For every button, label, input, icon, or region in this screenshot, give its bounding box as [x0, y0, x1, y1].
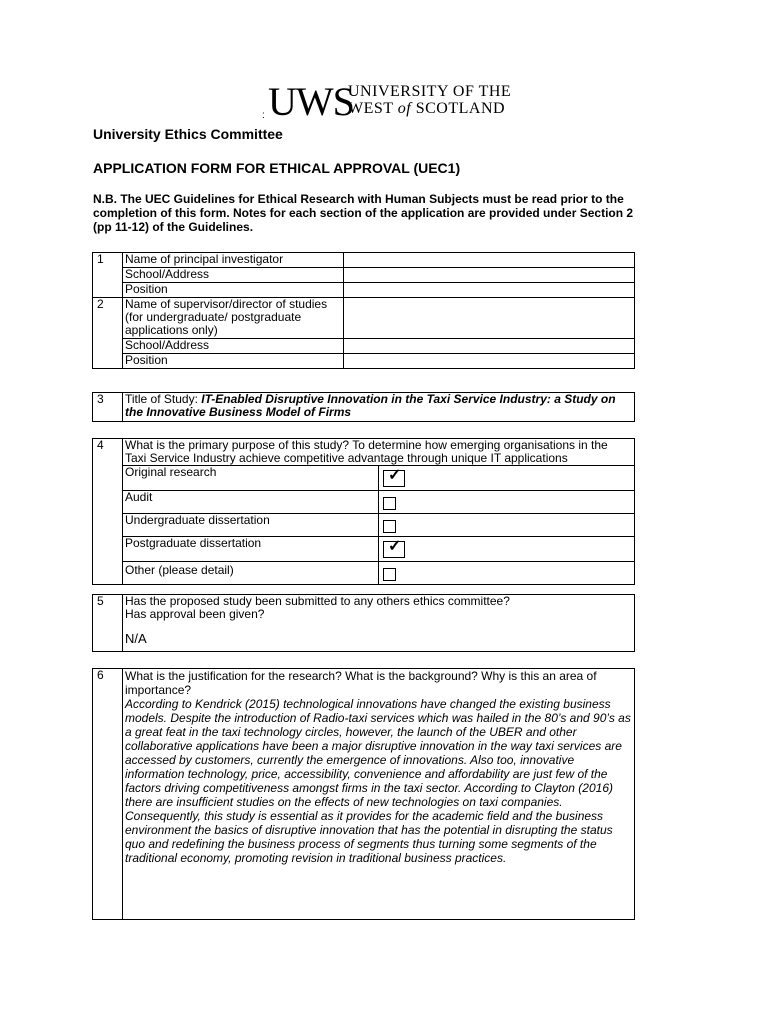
- table-row: [93, 514, 635, 537]
- logo-letters: UWS: [268, 79, 354, 124]
- table-row: [93, 253, 635, 268]
- original-research-checkbox[interactable]: ✓: [383, 470, 405, 487]
- table-row: [93, 339, 635, 354]
- justification-paragraph: Consequently, this study is essential as it provides for the academic field and the business environment the basics of disruptive innovation that has the potential in disrupting the status quo and redefining the business process of segments thus turning some segments of the traditional economy, promoting revision in traditional business practices.: [125, 809, 613, 865]
- table-row: [93, 354, 635, 369]
- answer-text: N/A: [125, 631, 147, 646]
- uws-logo: [262, 79, 512, 124]
- question-text: What is the justification for the research? What is the background? Why is this an area of importance?: [125, 669, 597, 697]
- table-row: [93, 562, 635, 585]
- study-title: IT-Enabled Disruptive Innovation in the Taxi Service Industry: a Study on the Innovative Business Model of Firms: [125, 392, 616, 419]
- guidelines-note: N.B. The UEC Guidelines for Ethical Research with Human Subjects must be read prior to the completion of this form. Notes for each section of the application are provided under Section 2 (pp 11-12) of the Guidelines.: [93, 192, 634, 234]
- justification-table: [92, 668, 635, 920]
- table-row: [93, 537, 635, 562]
- table-row: [93, 298, 635, 339]
- audit-checkbox[interactable]: [383, 497, 396, 510]
- pi-school-address-field[interactable]: [344, 268, 635, 283]
- other-checkbox[interactable]: [383, 568, 396, 581]
- section-number: 3: [93, 393, 123, 422]
- table-row: [93, 439, 635, 466]
- logo-university-name: UNIVERSITY OF THE WEST of SCOTLAND: [348, 83, 512, 117]
- field-label: School/Address: [123, 268, 344, 283]
- table-row: [93, 491, 635, 514]
- section-number: 1: [93, 253, 123, 298]
- investigator-table: [92, 252, 635, 369]
- logo-colon: :: [262, 110, 265, 121]
- table-row: [93, 595, 635, 652]
- section-number: 4: [93, 439, 123, 585]
- principal-investigator-field[interactable]: [344, 253, 635, 268]
- purpose-question: What is the primary purpose of this study? To determine how emerging organisations in the Taxi Service Industry achieve competitive advantage through unique IT applications: [123, 439, 635, 466]
- table-row: [93, 283, 635, 298]
- option-label: Other (please detail): [123, 562, 379, 585]
- field-label: Name of principal investigator: [123, 253, 344, 268]
- undergraduate-dissertation-checkbox[interactable]: [383, 520, 396, 533]
- study-title-cell[interactable]: Title of Study: IT-Enabled Disruptive Innovation in the Taxi Service Industry: a Study on the Innovative Business Model of Firms: [123, 393, 635, 422]
- postgraduate-dissertation-checkbox[interactable]: ✓: [383, 541, 405, 558]
- question-text: Has the proposed study been submitted to any others ethics committee?: [125, 594, 510, 608]
- table-row: [93, 393, 635, 422]
- justification-cell[interactable]: [123, 669, 635, 920]
- committee-heading: University Ethics Committee: [93, 126, 283, 142]
- pi-position-field[interactable]: [344, 283, 635, 298]
- section-number: 2: [93, 298, 123, 369]
- table-row: [93, 669, 635, 920]
- justification-paragraph: According to Kendrick (2015) technological innovations have changed the existing business models. Despite the introduction of Radio-taxi services which was hailed in the 80’s and 90’s as a great feat in the taxi technology circles, however, the launch of the UBER and other collaborative applications have been a major disruptive innovation in the way taxi services are accessed by customers, currently the emergence of innovations. Also too, innovative information technology, price, accessibility, convenience and affordability are just few of the factors driving competitiveness amongst firms in the taxi sector. According to Clayton (2016) there are insufficient studies on the effects of new technologies on taxi companies.: [125, 697, 631, 809]
- option-label: Postgraduate dissertation: [123, 537, 379, 562]
- field-label: Name of supervisor/director of studies (for undergraduate/ postgraduate applications only): [123, 298, 344, 339]
- table-row: [93, 268, 635, 283]
- purpose-table: [92, 438, 635, 585]
- section-number: 5: [93, 595, 123, 652]
- field-label: Position: [123, 354, 344, 369]
- table-row: [93, 466, 635, 491]
- title-table: [92, 392, 635, 422]
- form-title: APPLICATION FORM FOR ETHICAL APPROVAL (UEC1): [93, 160, 461, 176]
- option-label: Undergraduate dissertation: [123, 514, 379, 537]
- section-number: 6: [93, 669, 123, 920]
- ethics-committee-table: [92, 594, 635, 652]
- supervisor-field[interactable]: [344, 298, 635, 339]
- field-label: School/Address: [123, 339, 344, 354]
- question-text: Has approval been given?: [125, 607, 265, 621]
- ethics-committee-cell[interactable]: [123, 595, 635, 652]
- option-label: Original research: [123, 466, 379, 491]
- option-label: Audit: [123, 491, 379, 514]
- supervisor-position-field[interactable]: [344, 354, 635, 369]
- field-label: Position: [123, 283, 344, 298]
- supervisor-school-address-field[interactable]: [344, 339, 635, 354]
